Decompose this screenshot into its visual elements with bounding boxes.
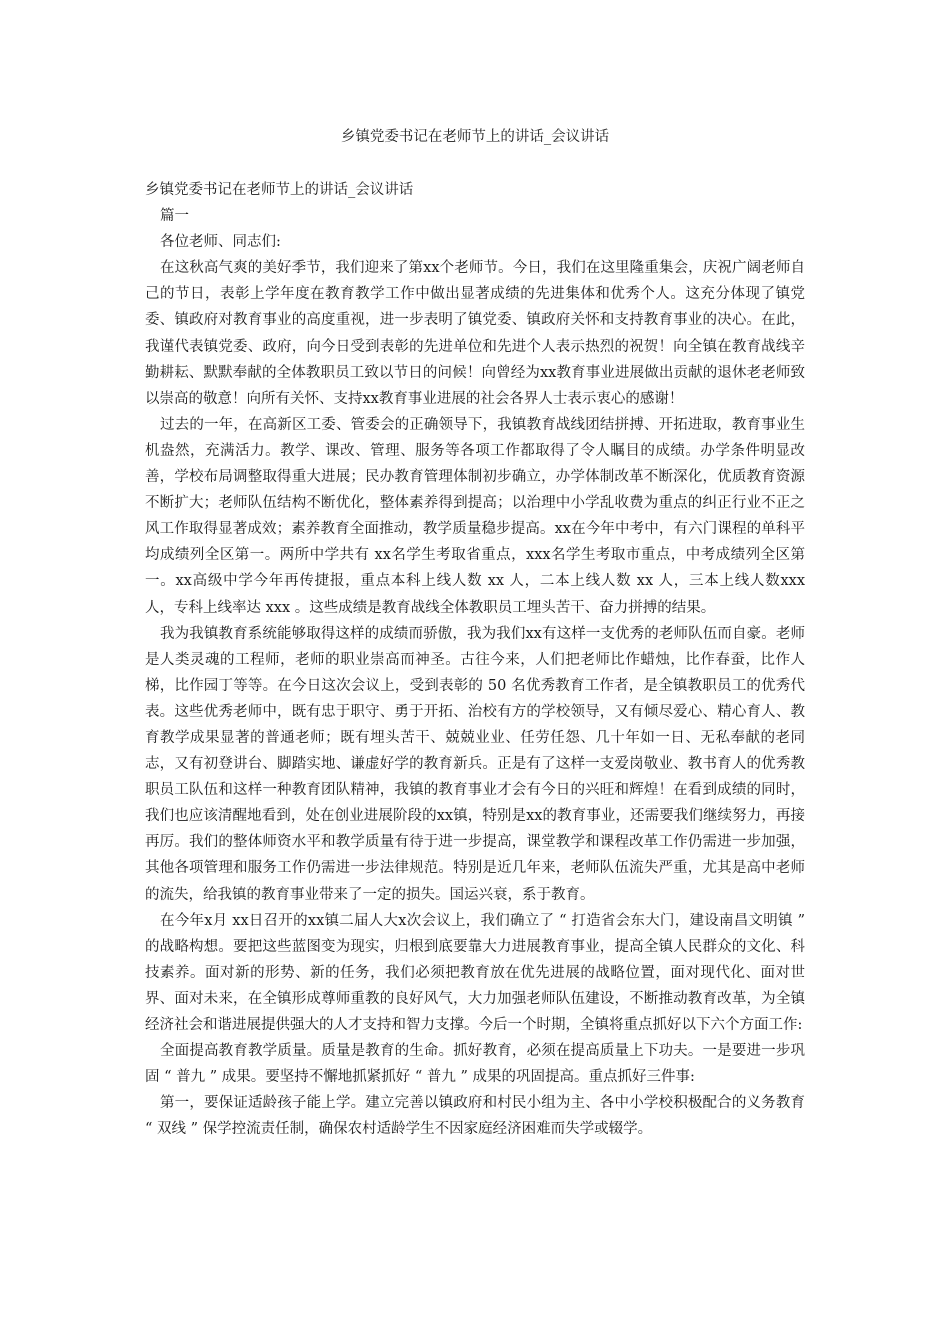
salutation: 各位老师、同志们: xyxy=(160,234,281,251)
document-body xyxy=(145,177,805,1142)
body-heading: 乡镇党委书记在老师节上的讲话_会议讲话 xyxy=(145,182,414,198)
paragraph: 在这秋高气爽的美好季节，我们迎来了第xx个老师节。今日，我们在这里隆重集会，庆祝广阔老师自己的节日，表彰上学年度在教育教学工作中做出显著成绩的先进集体和优秀个人。这充分体现了镇党委、镇政府对教育事业的高度重视，进一步表明了镇党委、镇政府关怀和支持教育事业的决心。在此，我谨代表镇党委、政府，向今日受到表彰的先进单位和先进个人表示热烈的祝贺！向全镇在教育战线辛勤耕耘、默默奉献的全体教职员工致以节日的问候！向曾经为xx教育事业进展做出贡献的退休老老师致以崇高的敬意！向所有关怀、支持xx教育事业进展的社会各界人士表示衷心的感谢！ xyxy=(145,260,805,407)
section-label: 篇一 xyxy=(160,208,189,225)
page-title: 乡镇党委书记在老师节上的讲话_会议讲话 xyxy=(340,129,610,145)
paragraph: 第一，要保证适龄孩子能上学。建立完善以镇政府和村民小组为主、各中小学校积极配合的义务教育 “ 双线 ” 保学控流责任制，确保农村适龄学生不因家庭经济困难而失学或辍学。 xyxy=(145,1095,805,1138)
paragraph: 过去的一年，在高新区工委、管委会的正确领导下，我镇教育战线团结拼搏、开拓进取，教育事业生机盎然，充满活力。教学、课改、管理、服务等各项工作都取得了令人瞩目的成绩。办学条件明显改善，学校布局调整取得重大进展；民办教育管理体制初步确立，办学体制改革不断深化，优质教育资源不断扩大；老师队伍结构不断优化，整体素养得到提高；以治理中小学乱收费为重点的纠正行业不正之风工作取得显著成效；素养教育全面推动，教学质量稳步提高。xx在今年中考中，有六门课程的单科平均成绩列全区第一。两所中学共有 xx名学生考取省重点，xxx名学生考取市重点，中考成绩列全区第一。xx高级中学今年再传捷报，重点本科上线人数 xx 人，二本上线人数 xx 人，三本上线人数xxx 人，专科上线率达 xxx 。这些成绩是教育战线全体教职员工埋头苦干、奋力拼搏的结果。 xyxy=(145,416,805,616)
paragraph: 在今年x月 xx日召开的xx镇二届人大x次会议上，我们确立了 “ 打造省会东大门，建设南昌文明镇 ” 的战略构想。要把这些蓝图变为现实，归根到底要靠大力进展教育事业，提高全镇人民群众的文化、科技素养。面对新的形势、新的任务，我们必须把教育放在优先进展的战略位置，面对现代化、面对世界、面对未来，在全镇形成尊师重教的良好风气，大力加强老师队伍建设，不断推动教育改革，为全镇经济社会和谐进展提供强大的人才支持和智力支撑。今后一个时期，全镇将重点抓好以下六个方面工作: xyxy=(145,912,805,1033)
paragraph: 我为我镇教育系统能够取得这样的成绩而骄傲，我为我们xx有这样一支优秀的老师队伍而自豪。老师是人类灵魂的工程师，老师的职业崇高而神圣。古往今来，人们把老师比作蜡烛，比作春蚕，比作人梯，比作园丁等等。在今日这次会议上，受到表彰的 50 名优秀教育工作者，是全镇教职员工的优秀代表。这些优秀老师中，既有忠于职守、勇于开拓、治校有方的学校领导，又有倾尽爱心、精心育人、教育教学成果显著的普通老师；既有埋头苦干、兢兢业业、任劳任怨、几十年如一日、无私奉献的老同志，又有初登讲台、脚踏实地、谦虚好学的教育新兵。正是有了这样一支爱岗敬业、教书育人的优秀教职员工队伍和这样一种教育团队精神，我镇的教育事业才会有今日的兴旺和辉煌！在看到成绩的同时，我们也应该清醒地看到，处在创业进展阶段的xx镇，特别是xx的教育事业，还需要我们继续努力，再接再厉。我们的整体师资水平和教学质量有待于进一步提高，课堂教学和课程改革工作仍需进一步加强，其他各项管理和服务工作仍需进一步法律规范。特别是近几年来，老师队伍流失严重，尤其是高中老师的流失，给我镇的教育事业带来了一定的损失。国运兴衰，系于教育。 xyxy=(145,625,805,903)
paragraph: 全面提高教育教学质量。质量是教育的生命。抓好教育，必须在提高质量上下功夫。一是要进一步巩固 “ 普九 ” 成果。要坚持不懈地抓紧抓好 “ 普九 ” 成果的巩固提高。重点抓好三件事: xyxy=(145,1043,805,1086)
